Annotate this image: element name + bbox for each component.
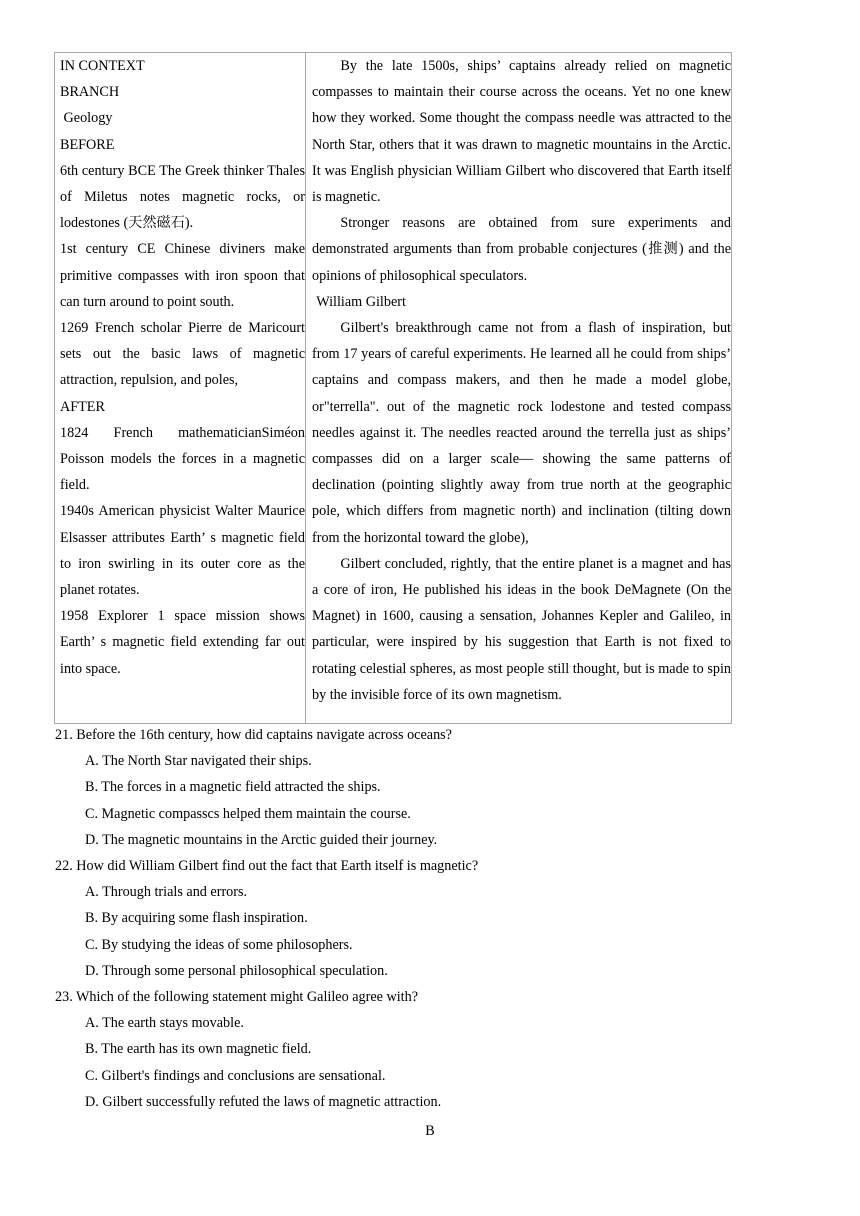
passage-paragraph-3: Gilbert concluded, rightly, that the entire planet is a magnet and has a core of iron, He published his ideas in the book DeMagnete (On the Magnet) in 1600, causing a sensation, Johannes Kepler and Galileo, in particular, were inspired by his suggestion that Earth is not fixed to rotating celestial spheres, as most people still thought, but is made to spin by the invisible force of its own magnetism. xyxy=(312,555,731,703)
context-event: 1st century CE Chinese diviners make primitive compasses with iron spoon that can turn around to point south. xyxy=(60,241,305,310)
question-option: C. Magnetic compasscs helped them maintain the course. xyxy=(85,805,411,822)
question-stem: 22. How did William Gilbert find out the fact that Earth itself is magnetic? xyxy=(55,858,479,875)
question-option: C. By studying the ideas of some philosophers. xyxy=(85,936,353,953)
context-event: 1269 French scholar Pierre de Maricourt sets out the basic laws of magnetic attraction, repulsion, and poles, xyxy=(60,320,305,389)
question-option: B. The forces in a magnetic field attracted the ships. xyxy=(85,779,381,796)
question-option: D. The magnetic mountains in the Arctic guided their journey. xyxy=(85,831,438,848)
context-event: 1958 Explorer 1 space mission shows Earth’ s magnetic field extending far out into space. xyxy=(60,608,305,677)
question-option: D. Through some personal philosophical speculation. xyxy=(85,962,388,979)
context-branch-label: BRANCH xyxy=(60,84,120,101)
passage-paragraph-2: Gilbert's breakthrough came not from a flash of inspiration, but from 17 years of careful experiments. He learned all he could from ships’ captains and compass makers, and then he made a model globe, or"terrella". out of the magnetic rock lodestone and tested compass needles against it. The needles reacted around the terrella just as ships’ compasses did on a larger scale— showing the same patterns of declination (pointing slightly away from true north at the geographic pole, which differs from magnetic north) and inclination (tilting down from the horizontal toward the globe), xyxy=(312,320,731,546)
question-option: A. The earth stays movable. xyxy=(85,1015,244,1032)
context-branch-value: Geology xyxy=(60,110,113,127)
question-option: C. Gilbert's findings and conclusions are sensational. xyxy=(85,1067,386,1084)
passage-quote: Stronger reasons are obtained from sure experiments and demonstrated arguments than from probable conjectures (推测) and the opinions of philosophical speculators. xyxy=(312,215,731,284)
question-option: D. Gilbert successfully refuted the laws of magnetic attraction. xyxy=(85,1093,442,1110)
context-event: 1940s American physicist Walter Maurice Elsasser attributes Earth’ s magnetic field to iron swirling in its outer core as the planet rotates. xyxy=(60,503,305,599)
context-heading: IN CONTEXT xyxy=(60,58,145,74)
question-option: B. The earth has its own magnetic field. xyxy=(85,1041,312,1058)
context-before-label: BEFORE xyxy=(60,136,115,153)
context-after-label: AFTER xyxy=(60,398,105,415)
context-column xyxy=(55,53,306,723)
context-event: 6th century BCE The Greek thinker Thales of Miletus notes magnetic rocks, or lodestones (天然磁石). xyxy=(60,162,305,232)
question-option: A. The North Star navigated their ships. xyxy=(85,753,312,770)
questions-section xyxy=(55,722,755,1115)
passage-paragraph-1: By the late 1500s, ships’ captains already relied on magnetic compasses to maintain their course across the oceans. Yet no one knew how they worked. Some thought the compass needle was attracted to the North Star, others that it was drawn to magnetic mountains in the Arctic. It was English physician William Gilbert who discovered that Earth itself is magnetic. xyxy=(312,58,731,206)
context-event: 1824 French mathematicianSiméon Poisson models the forces in a magnetic field. xyxy=(60,424,305,494)
question-option: A. Through trials and errors. xyxy=(85,884,248,901)
question-stem: 23. Which of the following statement might Galileo agree with? xyxy=(55,989,419,1006)
passage-quote-author: William Gilbert xyxy=(316,293,406,310)
question-stem: 21. Before the 16th century, how did captains navigate across oceans? xyxy=(55,727,452,743)
passage-column xyxy=(306,53,731,723)
question-option: B. By acquiring some flash inspiration. xyxy=(85,910,308,927)
answer-key: B xyxy=(425,1123,435,1139)
passage-table xyxy=(54,52,732,724)
